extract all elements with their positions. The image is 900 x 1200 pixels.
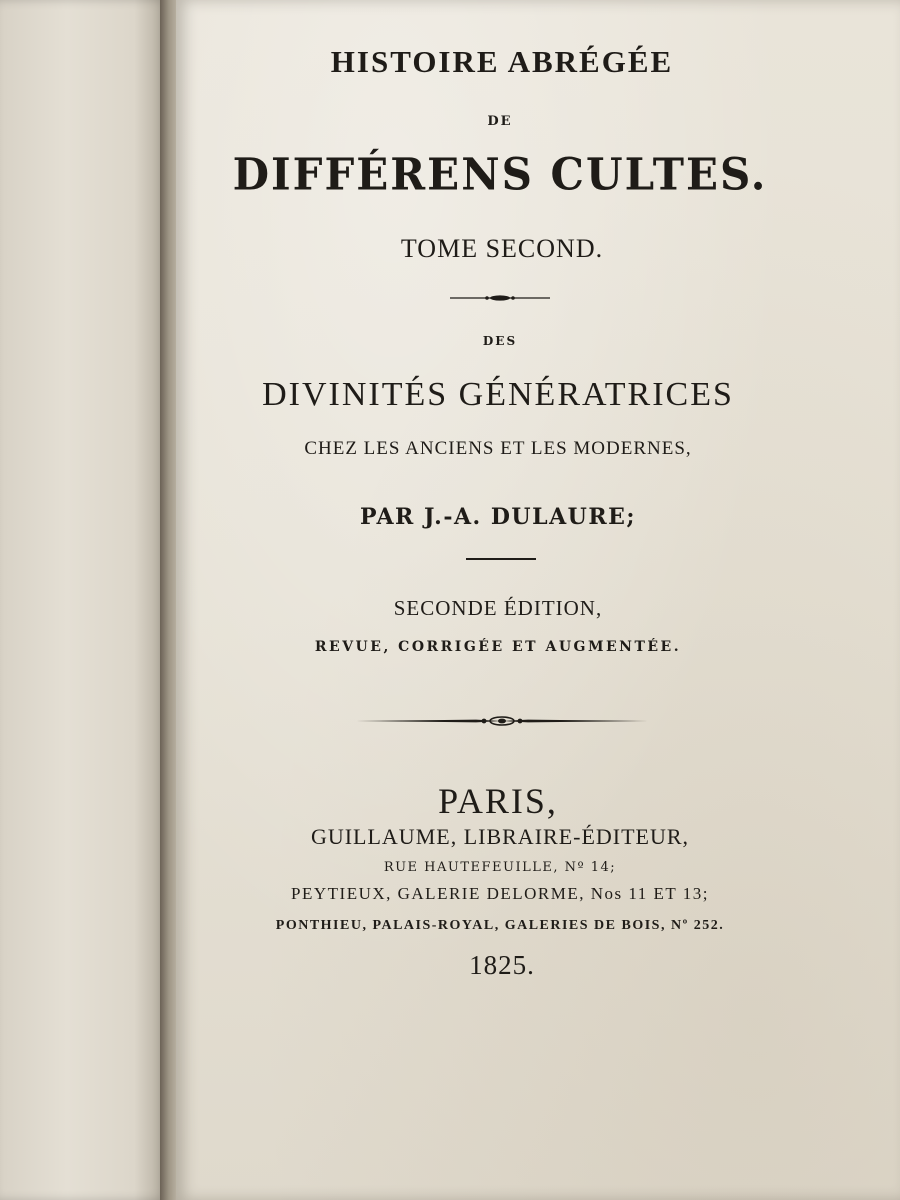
imprint-address-3: PONTHIEU, PALAIS-ROYAL, GALERIES DE BOIS, Nº 252. (275, 918, 725, 933)
title-page (176, 0, 900, 1200)
imprint-address-2: PEYTIEUX, GALERIE DELORME, Nos 11 ET 13; (291, 884, 709, 903)
title-line-de: DE (487, 114, 513, 129)
imprint-year: 1825. (469, 950, 535, 980)
revision-line: REVUE, CORRIGÉE ET AUGMENTÉE. (314, 639, 682, 655)
subtitle-line-divinites: DIVINITÉS GÉNÉRATRICES (262, 376, 734, 413)
subtitle-line-des: DES (482, 334, 518, 348)
ornament-rule-1 (450, 292, 550, 304)
ornament-rule-2 (356, 714, 648, 728)
title-line-cultes: DIFFÉRENS CULTES. (232, 148, 768, 201)
volume-line: TOME SECOND. (400, 234, 604, 263)
subtitle-line-chez: CHEZ LES ANCIENS ET LES MODERNES, (304, 438, 692, 459)
imprint-publisher: GUILLAUME, LIBRAIRE-ÉDITEUR, (310, 824, 690, 849)
imprint-city: PARIS, (438, 781, 558, 821)
show-through-text (22, 492, 82, 532)
short-rule (466, 556, 536, 562)
left-facing-page (0, 0, 168, 1200)
title-line-histoire: HISTOIRE ABRÉGÉE (330, 44, 674, 79)
edition-line: SECONDE ÉDITION, (393, 596, 603, 620)
author-line: PAR J.-A. DULAURE; (360, 504, 636, 530)
imprint-address-1: RUE HAUTEFEUILLE, Nº 14; (383, 860, 617, 875)
